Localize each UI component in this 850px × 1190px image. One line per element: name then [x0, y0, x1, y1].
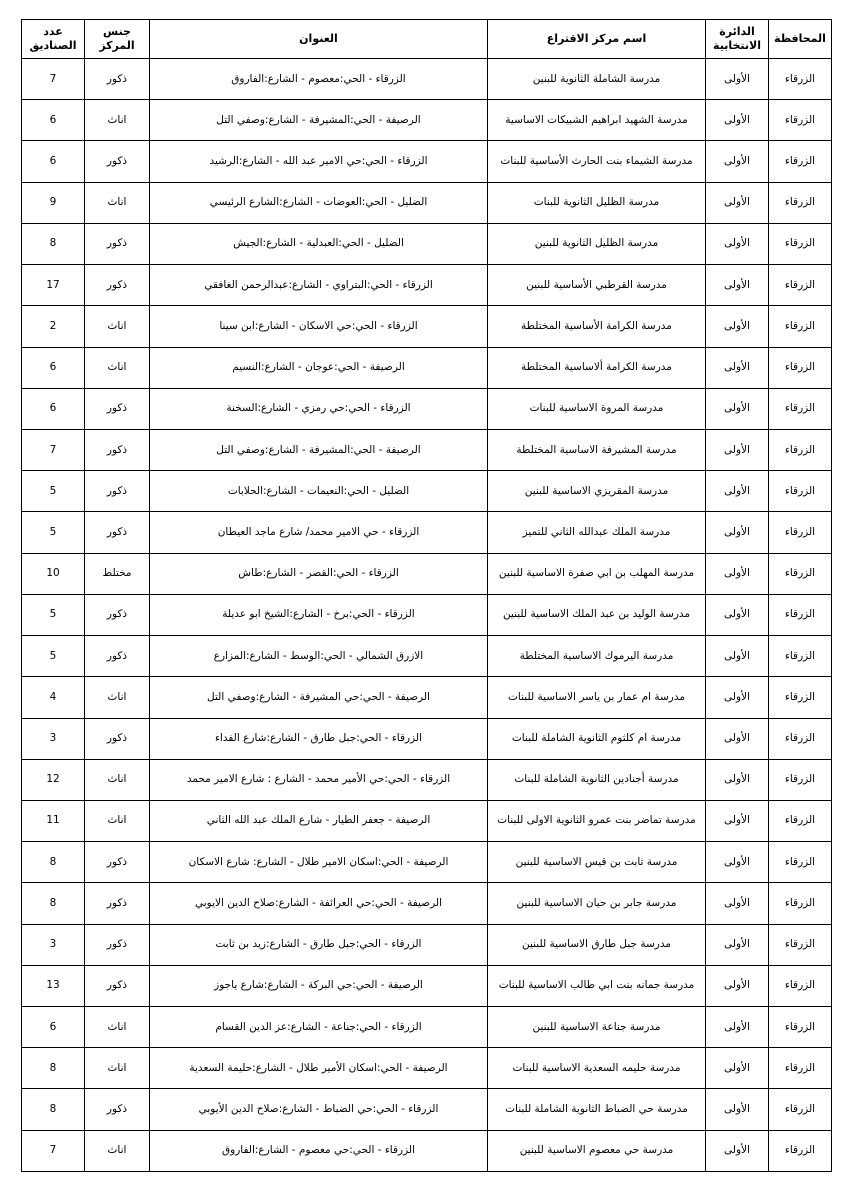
cell-governorate: الزرقاء: [769, 306, 832, 347]
cell-governorate: الزرقاء: [769, 1048, 832, 1089]
table-row: [22, 1130, 832, 1171]
table-row: [22, 636, 832, 677]
cell-box-count: 6: [22, 347, 85, 388]
cell-address: الزرقاء - الحي:جناعة - الشارع:عز الدين القسام: [150, 1007, 488, 1048]
header-box-count: عدد الصناديق: [22, 20, 85, 59]
cell-district: الأولى: [706, 1089, 769, 1130]
cell-governorate: الزرقاء: [769, 718, 832, 759]
table-row: [22, 883, 832, 924]
cell-center-gender: اناث: [85, 1048, 150, 1089]
cell-address: الرصيفة - الحي:اسكان الامير طلال - الشارع: شارع الاسكان: [150, 842, 488, 883]
cell-address: الزرقاء - الحي:البتراوي - الشارع:عبدالرحمن الغافقي: [150, 265, 488, 306]
cell-district: الأولى: [706, 1130, 769, 1171]
cell-district: الأولى: [706, 842, 769, 883]
table-row: [22, 1089, 832, 1130]
cell-center-gender: ذكور: [85, 265, 150, 306]
cell-center-name: مدرسة جابر بن حيان الاساسية للبنين: [488, 883, 706, 924]
cell-center-name: مدرسة حليمه السعدية الاساسية للبنات: [488, 1048, 706, 1089]
header-center-name: اسم مركز الاقتراع: [488, 20, 706, 59]
polling-centers-table: [21, 19, 832, 1172]
cell-center-name: مدرسة ام عمار بن ياسر الاساسية للبنات: [488, 677, 706, 718]
cell-governorate: الزرقاء: [769, 471, 832, 512]
polling-centers-sheet: [21, 19, 831, 1172]
table-row: [22, 388, 832, 429]
cell-center-gender: ذكور: [85, 429, 150, 470]
cell-center-gender: اناث: [85, 759, 150, 800]
cell-governorate: الزرقاء: [769, 842, 832, 883]
cell-center-gender: ذكور: [85, 59, 150, 100]
table-row: [22, 265, 832, 306]
cell-governorate: الزرقاء: [769, 594, 832, 635]
cell-center-name: مدرسة ثابت بن قيس الاساسية للبنين: [488, 842, 706, 883]
cell-center-gender: اناث: [85, 1130, 150, 1171]
cell-center-name: مدرسة الشاملة الثانوية للبنين: [488, 59, 706, 100]
table-row: [22, 471, 832, 512]
table-row: [22, 553, 832, 594]
cell-governorate: الزرقاء: [769, 924, 832, 965]
cell-box-count: 10: [22, 553, 85, 594]
cell-district: الأولى: [706, 800, 769, 841]
cell-center-gender: اناث: [85, 100, 150, 141]
cell-governorate: الزرقاء: [769, 965, 832, 1006]
cell-box-count: 6: [22, 141, 85, 182]
cell-address: الرصيفة - الحي:اسكان الأمير طلال - الشارع:حليمة السعدية: [150, 1048, 488, 1089]
header-center-gender: جنس المركز: [85, 20, 150, 59]
cell-center-gender: اناث: [85, 677, 150, 718]
table-row: [22, 842, 832, 883]
cell-box-count: 12: [22, 759, 85, 800]
cell-address: الرصيفة - الحي:المشيرفة - الشارع:وصفي التل: [150, 429, 488, 470]
cell-address: الضليل - الحي:النعيمات - الشارع:الحلابات: [150, 471, 488, 512]
table-body: [22, 59, 832, 1172]
table-row: [22, 759, 832, 800]
cell-center-name: مدرسة المهلب بن ابي صفرة الاساسية للبنين: [488, 553, 706, 594]
cell-district: الأولى: [706, 182, 769, 223]
cell-district: الأولى: [706, 388, 769, 429]
cell-center-gender: ذكور: [85, 388, 150, 429]
cell-box-count: 8: [22, 223, 85, 264]
cell-district: الأولى: [706, 429, 769, 470]
cell-governorate: الزرقاء: [769, 800, 832, 841]
cell-center-name: مدرسة الشهيد ابراهيم الشبيكات الاساسية: [488, 100, 706, 141]
table-row: [22, 429, 832, 470]
cell-address: الزرقاء - الحي:جبل طارق - الشارع:زيد بن ثابت: [150, 924, 488, 965]
cell-governorate: الزرقاء: [769, 553, 832, 594]
cell-center-gender: ذكور: [85, 924, 150, 965]
cell-governorate: الزرقاء: [769, 100, 832, 141]
table-row: [22, 223, 832, 264]
cell-district: الأولى: [706, 1007, 769, 1048]
cell-district: الأولى: [706, 594, 769, 635]
cell-governorate: الزرقاء: [769, 883, 832, 924]
cell-district: الأولى: [706, 265, 769, 306]
cell-center-name: مدرسة اليرموك الاساسية المختلطة: [488, 636, 706, 677]
cell-center-name: مدرسة حي معصوم الاساسية للبنين: [488, 1130, 706, 1171]
cell-governorate: الزرقاء: [769, 265, 832, 306]
cell-center-gender: ذكور: [85, 594, 150, 635]
cell-center-name: مدرسة تماضر بنت عمرو الثانوية الاولى للبنات: [488, 800, 706, 841]
cell-center-gender: ذكور: [85, 223, 150, 264]
cell-box-count: 2: [22, 306, 85, 347]
cell-district: الأولى: [706, 965, 769, 1006]
cell-district: الأولى: [706, 1048, 769, 1089]
cell-box-count: 8: [22, 842, 85, 883]
cell-district: الأولى: [706, 883, 769, 924]
cell-district: الأولى: [706, 924, 769, 965]
cell-box-count: 6: [22, 388, 85, 429]
table-row: [22, 594, 832, 635]
cell-center-gender: اناث: [85, 347, 150, 388]
cell-center-gender: ذكور: [85, 883, 150, 924]
cell-box-count: 4: [22, 677, 85, 718]
cell-center-gender: ذكور: [85, 636, 150, 677]
header-governorate: المحافظة: [769, 20, 832, 59]
cell-center-name: مدرسة المشيرفة الاساسية المختلطة: [488, 429, 706, 470]
cell-governorate: الزرقاء: [769, 182, 832, 223]
cell-box-count: 3: [22, 718, 85, 759]
cell-address: الرصيفة - الحي:المشيرفة - الشارع:وصفي التل: [150, 100, 488, 141]
cell-address: الرصيفة - جعفر الطيار - شارع الملك عبد الله الثاني: [150, 800, 488, 841]
cell-center-name: مدرسة المروة الاساسية للبنات: [488, 388, 706, 429]
cell-address: الزرقاء - الحي:جبل طارق - الشارع:شارع الفداء: [150, 718, 488, 759]
cell-center-gender: اناث: [85, 800, 150, 841]
cell-address: الرصيفة - الحي:حي المشيرفة - الشارع:وصفي التل: [150, 677, 488, 718]
cell-governorate: الزرقاء: [769, 141, 832, 182]
header-row: [22, 20, 832, 59]
cell-box-count: 17: [22, 265, 85, 306]
cell-center-name: مدرسة أجنادين الثانوية الشاملة للبنات: [488, 759, 706, 800]
table-row: [22, 965, 832, 1006]
cell-address: الزرقاء - الحي:حي رمزي - الشارع:السخنة: [150, 388, 488, 429]
cell-district: الأولى: [706, 306, 769, 347]
cell-center-name: مدرسة جمانه بنت ابي طالب الاساسية للبنات: [488, 965, 706, 1006]
cell-center-name: مدرسة جبل طارق الاساسية للبنين: [488, 924, 706, 965]
cell-governorate: الزرقاء: [769, 512, 832, 553]
cell-box-count: 5: [22, 471, 85, 512]
cell-box-count: 8: [22, 883, 85, 924]
cell-address: الزرقاء - الحي:معصوم - الشارع:الفاروق: [150, 59, 488, 100]
cell-center-name: مدرسة حي الضباط الثانوية الشاملة للبنات: [488, 1089, 706, 1130]
cell-district: الأولى: [706, 759, 769, 800]
cell-address: الزرقاء - الحي:القصر - الشارع:طاش: [150, 553, 488, 594]
cell-center-gender: اناث: [85, 306, 150, 347]
cell-box-count: 9: [22, 182, 85, 223]
cell-center-gender: ذكور: [85, 512, 150, 553]
cell-governorate: الزرقاء: [769, 677, 832, 718]
cell-district: الأولى: [706, 553, 769, 594]
cell-center-gender: ذكور: [85, 471, 150, 512]
cell-address: الضليل - الحي:العبدلية - الشارع:الجيش: [150, 223, 488, 264]
cell-center-name: مدرسة جناعة الاساسية للبنين: [488, 1007, 706, 1048]
cell-center-name: مدرسة الملك عبدالله الثاني للتميز: [488, 512, 706, 553]
cell-center-gender: ذكور: [85, 842, 150, 883]
table-row: [22, 182, 832, 223]
table-row: [22, 1048, 832, 1089]
cell-center-name: مدرسة القرطبي الأساسية للبنين: [488, 265, 706, 306]
cell-center-name: مدرسة الظليل الثانوية للبنات: [488, 182, 706, 223]
table-row: [22, 512, 832, 553]
table-row: [22, 100, 832, 141]
cell-center-name: مدرسة الكرامة ألاساسية المختلطة: [488, 347, 706, 388]
cell-address: الرصيفة - الحي:حي العرائفة - الشارع:صلاح الدين الايوبي: [150, 883, 488, 924]
cell-address: الزرقاء - الحي:حي الاسكان - الشارع:ابن سينا: [150, 306, 488, 347]
header-district: الدائرة الانتخابية: [706, 20, 769, 59]
cell-district: الأولى: [706, 223, 769, 264]
cell-district: الأولى: [706, 471, 769, 512]
cell-center-name: مدرسة الشيماء بنت الحارث الأساسية للبنات: [488, 141, 706, 182]
cell-address: الرصيفة - الحي:حي البركة - الشارع:شارع ياجوز: [150, 965, 488, 1006]
cell-address: الزرقاء - الحي:حي الضباط - الشارع:صلاح الدين الأيوبي: [150, 1089, 488, 1130]
cell-governorate: الزرقاء: [769, 429, 832, 470]
cell-governorate: الزرقاء: [769, 223, 832, 264]
cell-box-count: 8: [22, 1048, 85, 1089]
cell-center-name: مدرسة الظليل الثانوية للبنين: [488, 223, 706, 264]
table-row: [22, 718, 832, 759]
cell-box-count: 7: [22, 59, 85, 100]
cell-address: الضليل - الحي:العوضات - الشارع:الشارع الرئيسي: [150, 182, 488, 223]
table-row: [22, 141, 832, 182]
table-row: [22, 347, 832, 388]
cell-address: الازرق الشمالي - الحي:الوسط - الشارع:المزارع: [150, 636, 488, 677]
cell-box-count: 6: [22, 1007, 85, 1048]
cell-district: الأولى: [706, 59, 769, 100]
cell-center-gender: ذكور: [85, 1089, 150, 1130]
cell-address: الزرقاء - الحي:حي الامير عبد الله - الشارع:الرشيد: [150, 141, 488, 182]
cell-center-gender: اناث: [85, 1007, 150, 1048]
header-address: العنوان: [150, 20, 488, 59]
cell-address: الزرقاء - الحي:برخ - الشارع:الشيخ ابو عديلة: [150, 594, 488, 635]
table-row: [22, 924, 832, 965]
cell-district: الأولى: [706, 347, 769, 388]
table-row: [22, 59, 832, 100]
cell-address: الزرقاء - الحي:حي الأمير محمد - الشارع : شارع الامير محمد: [150, 759, 488, 800]
cell-box-count: 6: [22, 100, 85, 141]
cell-district: الأولى: [706, 141, 769, 182]
cell-governorate: الزرقاء: [769, 59, 832, 100]
table-row: [22, 1007, 832, 1048]
cell-box-count: 13: [22, 965, 85, 1006]
cell-district: الأولى: [706, 718, 769, 759]
cell-center-gender: مختلط: [85, 553, 150, 594]
cell-center-name: مدرسة ام كلثوم الثانوية الشاملة للبنات: [488, 718, 706, 759]
cell-governorate: الزرقاء: [769, 1089, 832, 1130]
cell-address: الزرقاء - حي الامير محمد/ شارع ماجد العيطان: [150, 512, 488, 553]
cell-center-name: مدرسة الوليد بن عبد الملك الاساسية للبنين: [488, 594, 706, 635]
cell-center-gender: اناث: [85, 182, 150, 223]
cell-box-count: 7: [22, 1130, 85, 1171]
cell-governorate: الزرقاء: [769, 759, 832, 800]
cell-box-count: 5: [22, 636, 85, 677]
cell-center-gender: ذكور: [85, 141, 150, 182]
cell-box-count: 8: [22, 1089, 85, 1130]
cell-governorate: الزرقاء: [769, 347, 832, 388]
cell-center-name: مدرسة الكرامة الأساسية المختلطة: [488, 306, 706, 347]
table-row: [22, 800, 832, 841]
cell-box-count: 11: [22, 800, 85, 841]
cell-box-count: 5: [22, 512, 85, 553]
cell-district: الأولى: [706, 512, 769, 553]
cell-box-count: 5: [22, 594, 85, 635]
cell-address: الزرقاء - الحي:حي معصوم - الشارع:الفاروق: [150, 1130, 488, 1171]
cell-address: الرصيفة - الحي:عوجان - الشارع:النسيم: [150, 347, 488, 388]
table-row: [22, 677, 832, 718]
cell-center-gender: ذكور: [85, 718, 150, 759]
table-row: [22, 306, 832, 347]
cell-governorate: الزرقاء: [769, 388, 832, 429]
cell-district: الأولى: [706, 100, 769, 141]
cell-box-count: 7: [22, 429, 85, 470]
cell-governorate: الزرقاء: [769, 1007, 832, 1048]
cell-box-count: 3: [22, 924, 85, 965]
table-header: [22, 20, 832, 59]
cell-center-gender: ذكور: [85, 965, 150, 1006]
cell-center-name: مدرسة المقريزي الاساسية للبنين: [488, 471, 706, 512]
cell-district: الأولى: [706, 636, 769, 677]
cell-governorate: الزرقاء: [769, 1130, 832, 1171]
cell-governorate: الزرقاء: [769, 636, 832, 677]
cell-district: الأولى: [706, 677, 769, 718]
